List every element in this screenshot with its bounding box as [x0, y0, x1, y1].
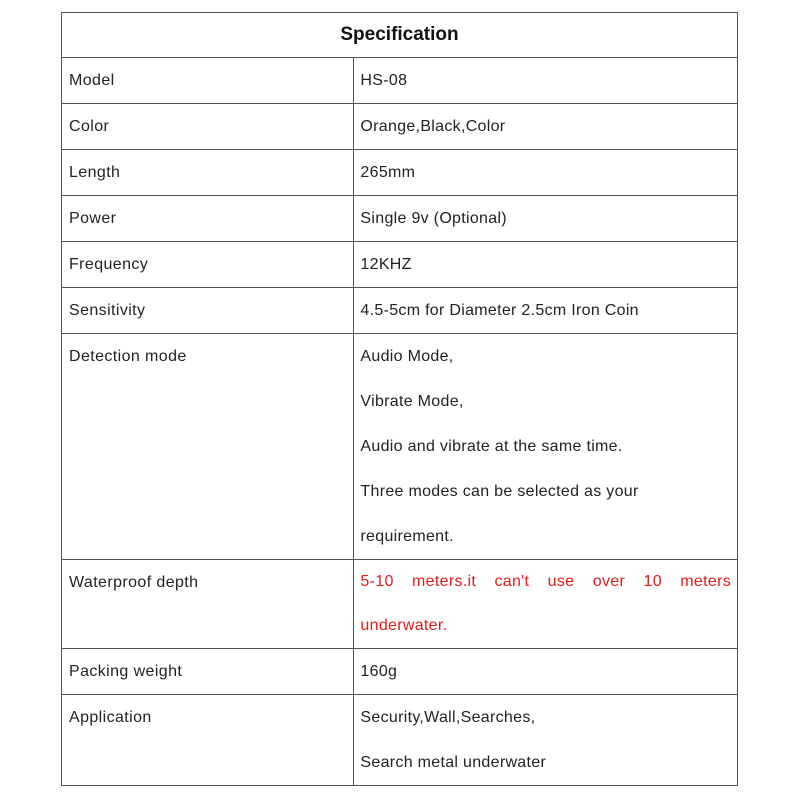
value-line: Three modes can be selected as your [360, 483, 639, 500]
value-line: HS-08 [360, 72, 408, 89]
table-row-power [62, 196, 738, 242]
row-value [354, 288, 738, 334]
value-line: requirement. [360, 528, 454, 545]
row-value [354, 242, 738, 288]
table-row-color [62, 104, 738, 150]
table-title: Specification [62, 13, 738, 58]
row-label: Color [62, 104, 354, 150]
value-line: Audio and vibrate at the same time. [360, 438, 623, 455]
specification-table [61, 12, 738, 786]
row-value [354, 104, 738, 150]
waterproof-warning-text: 5-10 meters.it can't use over 10 meters underwater. [360, 573, 731, 634]
row-value [354, 649, 738, 695]
row-value [354, 196, 738, 242]
row-value [354, 695, 738, 786]
table-row-packing-weight [62, 649, 738, 695]
row-value [354, 334, 738, 560]
row-label: Detection mode [62, 334, 354, 560]
table-row-length [62, 150, 738, 196]
table-row-model [62, 58, 738, 104]
table-row-waterproof-depth [62, 560, 738, 649]
value-line: 265mm [360, 164, 416, 181]
value-line: Orange,Black,Color [360, 118, 506, 135]
row-label: Packing weight [62, 649, 354, 695]
row-label: Waterproof depth [62, 560, 354, 649]
row-label: Application [62, 695, 354, 786]
value-line: Vibrate Mode, [360, 393, 464, 410]
value-line: Security,Wall,Searches, [360, 709, 536, 726]
row-label: Length [62, 150, 354, 196]
row-label: Model [62, 58, 354, 104]
table-row-sensitivity [62, 288, 738, 334]
row-value [354, 150, 738, 196]
table-row-frequency [62, 242, 738, 288]
table-row-detection-mode [62, 334, 738, 560]
value-line: 4.5-5cm for Diameter 2.5cm Iron Coin [360, 302, 639, 319]
table-row-application [62, 695, 738, 786]
row-label: Power [62, 196, 354, 242]
value-line: 160g [360, 663, 398, 680]
row-label: Frequency [62, 242, 354, 288]
value-line: 12KHZ [360, 256, 412, 273]
row-label: Sensitivity [62, 288, 354, 334]
row-value [354, 58, 738, 104]
row-value [354, 560, 738, 649]
title-row [62, 13, 738, 58]
value-line: Single 9v (Optional) [360, 210, 507, 227]
value-line: Search metal underwater [360, 754, 547, 771]
value-line: Audio Mode, [360, 348, 454, 365]
